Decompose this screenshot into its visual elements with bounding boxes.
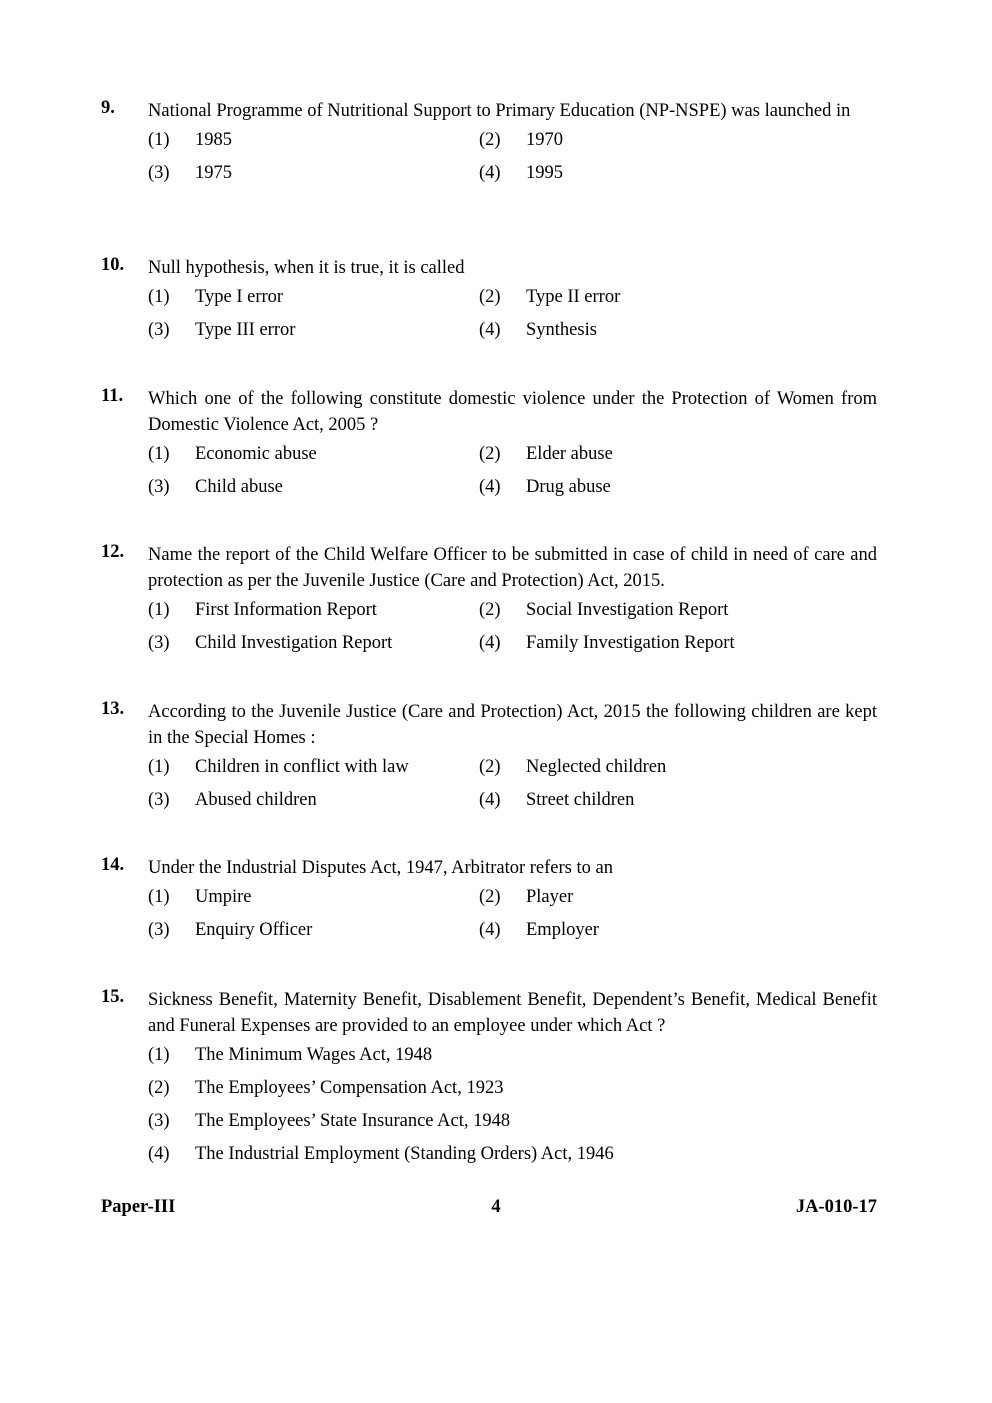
option-2[interactable]: (2) Neglected children — [479, 757, 667, 777]
question-number: 15. — [101, 987, 125, 1007]
question-text: According to the Juvenile Justice (Care and Protection) Act, 2015 the following children are kept in the Special Homes : — [148, 702, 877, 748]
option-1[interactable]: (1) The Minimum Wages Act, 1948 — [148, 1045, 433, 1065]
options — [148, 1045, 877, 1177]
question-10 — [101, 255, 877, 353]
option-4[interactable]: (4) Street children — [479, 790, 635, 810]
question-number: 13. — [101, 699, 125, 719]
footer-page-number: 4 — [491, 1197, 501, 1217]
option-2[interactable]: (2) Elder abuse — [479, 444, 613, 464]
option-4[interactable]: (4) 1995 — [479, 163, 563, 183]
question-number: 14. — [101, 855, 125, 875]
option-2[interactable]: (2) Player — [479, 887, 574, 907]
option-1[interactable]: (1) Children in conflict with law — [148, 757, 409, 777]
question-text: Sickness Benefit, Maternity Benefit, Disablement Benefit, Dependent’s Benefit, Medical Benefit and Funeral Expenses are provided to an employee under which Act ? — [148, 990, 877, 1036]
option-3[interactable]: (3) Child abuse — [148, 477, 283, 497]
option-1[interactable]: (1) 1985 — [148, 130, 232, 150]
question-text: Name the report of the Child Welfare Officer to be submitted in case of child in need of care and protection as per the Juvenile Justice (Care and Protection) Act, 2015. — [148, 545, 877, 591]
question-number: 10. — [101, 255, 125, 275]
footer-paper-label: Paper-III — [101, 1197, 176, 1217]
options — [148, 600, 877, 666]
question-14 — [101, 855, 877, 953]
option-3[interactable]: (3) Type III error — [148, 320, 296, 340]
option-3[interactable]: (3) Child Investigation Report — [148, 633, 393, 653]
option-4[interactable]: (4) Employer — [479, 920, 599, 940]
question-12 — [101, 542, 877, 666]
option-4[interactable]: (4) The Industrial Employment (Standing Orders) Act, 1946 — [148, 1144, 614, 1164]
options — [148, 887, 877, 953]
question-9 — [101, 98, 877, 196]
option-2[interactable]: (2) Social Investigation Report — [479, 600, 729, 620]
question-13 — [101, 699, 877, 823]
options — [148, 757, 877, 823]
option-3[interactable]: (3) Enquiry Officer — [148, 920, 313, 940]
option-2[interactable]: (2) Type II error — [479, 287, 621, 307]
question-text: National Programme of Nutritional Support to Primary Education (NP-NSPE) was launched in — [148, 101, 851, 121]
option-4[interactable]: (4) Drug abuse — [479, 477, 611, 497]
question-text: Under the Industrial Disputes Act, 1947, Arbitrator refers to an — [148, 858, 613, 878]
footer-paper-code: JA-010-17 — [795, 1197, 877, 1217]
option-1[interactable]: (1) Type I error — [148, 287, 284, 307]
option-3[interactable]: (3) Abused children — [148, 790, 317, 810]
question-15 — [101, 987, 877, 1177]
option-4[interactable]: (4) Family Investigation Report — [479, 633, 735, 653]
option-1[interactable]: (1) Economic abuse — [148, 444, 317, 464]
options — [148, 130, 877, 196]
option-1[interactable]: (1) First Information Report — [148, 600, 377, 620]
question-11 — [101, 386, 877, 510]
option-1[interactable]: (1) Umpire — [148, 887, 252, 907]
options — [148, 287, 877, 353]
option-3[interactable]: (3) The Employees’ State Insurance Act, 1948 — [148, 1111, 511, 1131]
option-3[interactable]: (3) 1975 — [148, 163, 232, 183]
question-text: Which one of the following constitute domestic violence under the Protection of Women from Domestic Violence Act, 2005 ? — [148, 389, 877, 435]
option-2[interactable]: (2) 1970 — [479, 130, 563, 150]
options — [148, 444, 877, 510]
question-text: Null hypothesis, when it is true, it is called — [148, 258, 465, 278]
option-4[interactable]: (4) Synthesis — [479, 320, 597, 340]
question-number: 12. — [101, 542, 125, 562]
question-number: 9. — [101, 98, 115, 118]
question-number: 11. — [101, 386, 124, 406]
option-2[interactable]: (2) The Employees’ Compensation Act, 1923 — [148, 1078, 504, 1098]
